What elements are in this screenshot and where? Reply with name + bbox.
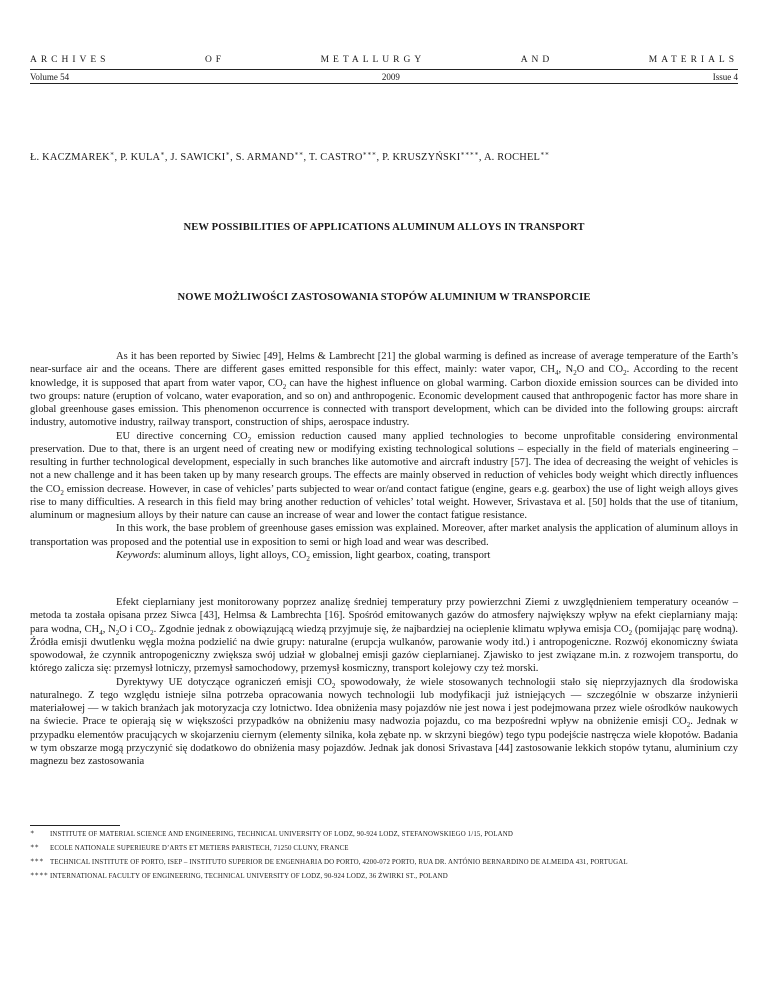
footnote-rule — [30, 825, 120, 826]
affiliation-mark: ∗ — [225, 150, 231, 158]
journal-word: MATERIALS — [648, 55, 738, 65]
issue-info — [30, 70, 738, 83]
abstract-polish — [30, 596, 738, 768]
footnote-text: ECOLE NATIONALE SUPERIEURE D’ARTS ET METIERS PARISTECH, 71250 CLUNY, FRANCE — [50, 845, 349, 852]
footnote-mark: ∗∗∗∗ — [30, 871, 49, 878]
issue-number: Issue 4 — [712, 71, 738, 82]
author-name: T. CASTRO — [308, 152, 363, 163]
affiliation-mark: ∗ — [109, 150, 115, 158]
affiliation-mark: ∗∗∗∗ — [460, 150, 479, 158]
affiliation-footnotes — [30, 828, 738, 884]
footnote-mark: ∗ — [30, 829, 35, 836]
footnote-text: TECHNICAL INSTITUTE OF PORTO, ISEP – INSTITUTO SUPERIOR DE ENGENHARIA DO PORTO, 4200-072 PORTO, RUA DR. ANTÓNIO BERNARDINO DE ALMEIDA 431, PORTUGAL — [50, 859, 628, 866]
footnote — [30, 828, 738, 842]
abstract-paragraph: In this work, the base problem of greenhouse gases emission was explained. Moreover, after market analysis the application of aluminum alloys in transportation was proposed and the potential use in exposition to semi or high load and wear was described. — [30, 523, 738, 548]
affiliation-mark: ∗∗∗ — [362, 150, 377, 158]
journal-word: ARCHIVES — [30, 55, 110, 65]
affiliation-mark: ∗ — [160, 150, 165, 158]
author-name: P. KRUSZYŃSKI — [382, 152, 461, 163]
paper-title-english: NEW POSSIBILITIES OF APPLICATIONS ALUMINUM ALLOYS IN TRANSPORT — [183, 222, 585, 233]
author-name: Ł. KACZMAREK — [30, 152, 110, 163]
footnote — [30, 870, 738, 884]
author-name: A. ROCHEL — [483, 152, 541, 163]
paper-title-polish: NOWE MOŻLIWOŚCI ZASTOSOWANIA STOPÓW ALUMINIUM W TRANSPORCIE — [177, 292, 591, 303]
footnote — [30, 842, 738, 856]
keywords: Keywords: aluminum alloys, light alloys, $CO_2$ emission, light gearbox, coating, transport — [116, 549, 491, 563]
footnote-text: INTERNATIONAL FACULTY OF ENGINEERING, TECHNICAL UNIVERSITY OF LODZ, 90-924 LODZ, 36 ŻWIRKI ST., POLAND — [50, 873, 448, 880]
abstract-paragraph: As it has been reported by Siwiec [49], Helms & Lambrecht [21] the global warming is defined as increase of average temperature of the Earth’s near-surface air and the oceans. There are different gases emitted responsible for this effect, mainly: water vapor, $CH_4$, $N_2O$ and $CO_2$. According to the recent knowledge, it is supposed that apart from water vapor, $CO_2$ can have the highest influence on global warming. Carbon dioxide emission sources can be divided into two groups: nature (eruption of volcano, water evaporation, and so on) and anthropogenic. Economic development caused that anthropogenic factor has more share in global greenhouse gases emission. This phenomenon occurrence is connected with transport development, which can be divided into the following groups: aircraft industry, automotive industry, railway transport, construction of ships, aerospace industry. — [30, 351, 738, 429]
streszczenie-paragraph: Dyrektywy UE dotyczące ograniczeń emisji $CO_2$ spowodowały, że wiele stosowanych technologii stało się nieprzyjaznych dla środowiska naturalnego. Z tego względu istnieje silna potrzeba opracowania nowych technologii lub modyfikacji już istniejących — szczególnie w obszarze inżynierii materiałowej — w takich branżach jak motoryzacja czy lotnictwo. Idea obniżenia masy pojazdów nie jest nowa i jest podejmowana przez wiele ośrodków naukowych na świecie. Prace te opierają się w większości przypadków na obniżeniu masy nadwozia pojazdu, co ma bezpośredni wpływ na obniżenie emisji $CO_2$. Jednak w przypadku elementów pracujących w skojarzeniu ciernym (elementy silnika, koła zębate np. w skrzyni biegów) tego typu podejście nastręcza wiele kłopotów. Badania w tym obszarze mogą przyczynić się dodatkowo do obniżenia masy pojazdów. Jednak jak donosi Srivastava [44] zastosowanie lekkich stopów tytanu, aluminium czy magnezu bez zastosowania — [30, 676, 739, 767]
keywords-label: Keywords — [116, 549, 158, 561]
author-name: J. SAWICKI — [170, 152, 226, 163]
author-name: S. ARMAND — [235, 152, 295, 163]
abstract-paragraph: EU directive concerning $CO_2$ emission reduction caused many applied technologies to become unprofitable considering environmental preservation. Due to that, there is an urgent need of creating new or modifying existing technological solutions – especially in the field of materials engineering – resulting in further technological development, especially in such branches like automotive and aircraft industry [57]. The idea of decreasing the weight of vehicles is not a new challenge and it has been taken up by many research groups. The effects are mainly observed in reduction of vehicles body weight which directly influences the $CO_2$ emission decrease. However, in case of vehicles’ parts subjected to wear or/and contact fatigue (engine, gears e.g. gearbox) the use of light weigh alloys gives rise to many difficulties. A research in this field may bring another reduction of vehicles’ total weight. However, Srivastava et al. [50] holds that the use of titanium, aluminum or magnesium alloys by their nature can cause an increase of wear and lower the contact fatigue resistance. — [30, 430, 738, 521]
author-list: Ł. KACZMAREK∗, P. KULA∗, J. SAWICKI∗, S. ARMAND∗∗, T. CASTRO∗∗∗, P. KRUSZYŃSKI∗∗∗∗, A. ROCHEL∗∗ — [30, 150, 550, 163]
footnote-mark: ∗∗∗ — [30, 857, 44, 864]
streszczenie-paragraph: Efekt cieplarniany jest monitorowany poprzez analizę średniej temperatury przy powierzchni Ziemi z uwzględnieniem temperatury oceanów – metoda ta została opisana przez Siwca [43], Helmsa & Lambrechta [16]. Spośród emitowanych gazów do atmosfery największy wpływ na efekt cieplarniany mają: para wodna, $CH_4$, $N_2O$ i $CO_2$. Zgodnie jednak z obowiązującą wiedzą przyjmuje się, że najbardziej na ocieplenie klimatu wpływa emisja $CO_2$ (pomijając parę wodną). Źródła emisji dwutlenku węgla można podzielić na dwie grupy: naturalne (erupcja wulkanów, parowanie wody itd.) i antropogeniczne. Rozwój ekonomiczny świata spowodował, że czynnik antropogeniczny zwiększa swój udział w globalnej emisji gazów cieplarnianej. Zjawisko to jest związane m.in. z rozwojem transportu, do którego zalicza się: przemysł lotniczy, przemysł samochodowy, przemysł kosmiczny, transport kolejowy czy też morski. — [30, 597, 739, 675]
footnote-text: INSTITUTE OF MATERIAL SCIENCE AND ENGINEERING, TECHNICAL UNIVERSITY OF LODZ, 90-924 LODZ, STEFANOWSKIEGO 1/15, POLAND — [50, 831, 513, 838]
affiliation-mark: ∗∗ — [540, 150, 550, 158]
volume-number: Volume 54 — [30, 71, 70, 82]
affiliation-mark: ∗∗ — [294, 150, 304, 158]
journal-word: METALLURGY — [320, 55, 426, 65]
abstract-english — [30, 350, 738, 562]
footnote — [30, 856, 738, 870]
author-name: P. KULA — [120, 152, 161, 163]
journal-name — [30, 53, 738, 67]
publication-year: 2009 — [381, 71, 400, 82]
journal-word: OF — [204, 55, 226, 65]
journal-word: AND — [520, 55, 554, 65]
footnote-mark: ∗∗ — [30, 843, 40, 850]
header-rule-bottom — [30, 83, 738, 84]
